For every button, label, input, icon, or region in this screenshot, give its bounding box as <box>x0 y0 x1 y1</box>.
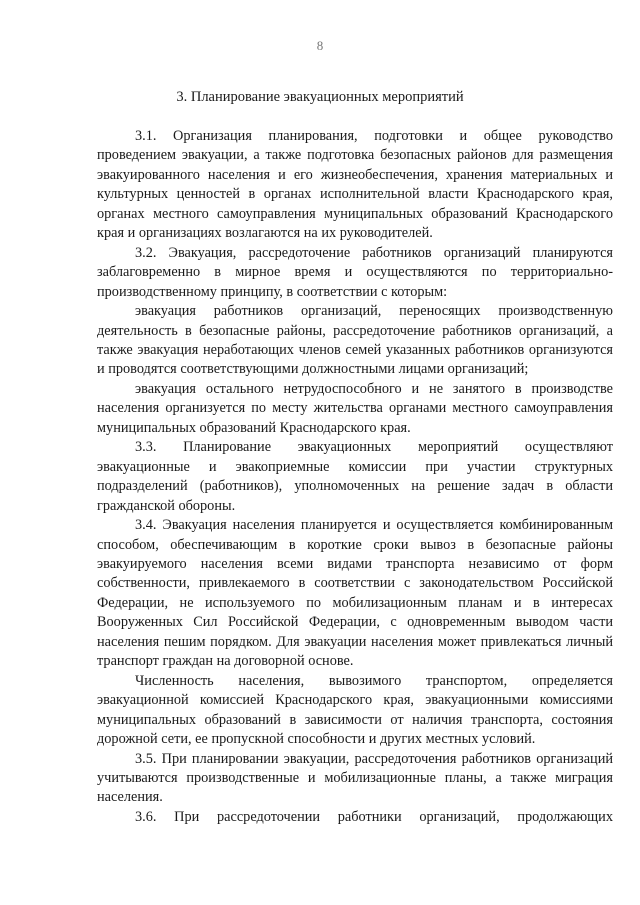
page-number: 8 <box>316 38 324 53</box>
paragraph-3-4: 3.4. Эвакуация населения планируется и осуществляется комбинированным способом, обеспечивающим в короткие сроки вывоз в безопасные районы эвакуируемого населения всеми видами транспорта независимо от форм собственности, привлекаемого в соответствии с законодательством Российской Федерации, не используемого по мобилизационным планам и в интересах Вооруженных Сил Российской Федерации, с одновременным выводом части населения пешим порядком. Для эвакуации населения может привлекаться личный транспорт граждан на договорной основе. <box>97 517 613 670</box>
paragraph-3-3: 3.3. Планирование эвакуационных мероприятий осуществляют эвакуационные и эвакоприемные комиссии при участии структурных подразделений (работников), уполномоченных на решение задач в области гражданской обороны. <box>97 439 613 514</box>
paragraph-3-2: 3.2. Эвакуация, рассредоточение работников организаций планируются заблаговременно в мирное время и осуществляются по территориально-производственному принципу, в соответствии с которым: <box>97 244 613 300</box>
section-title: 3. Планирование эвакуационных мероприятий <box>176 89 464 105</box>
document-body <box>97 127 613 827</box>
paragraph-3-1: 3.1. Организация планирования, подготовки и общее руководство проведением эвакуации, а также подготовка безопасных районов для размещения эвакуированного населения и его жизнеобеспечения, хранения материальных и культурных ценностей в органах исполнительной власти Краснодарского края, органах местного самоуправления муниципальных образований Краснодарского края и организациях возлагаются на их руководителей. <box>97 128 613 242</box>
paragraph-3-4-count: Численность населения, вывозимого транспортом, определяется эвакуационной комиссией Краснодарского края, эвакуационными комиссиями муниципальных образований в зависимости от наличия транспорта, состояния дорожной сети, ее пропускной способности и других местных условий. <box>97 672 613 748</box>
paragraph-3-6: 3.6. При рассредоточении работники организаций, продолжающих <box>135 808 613 825</box>
paragraph-3-2-population: эвакуация остального нетрудоспособного и не занятого в производстве населения организуется по месту жительства органами местного самоуправления муниципальных образований Краснодарского края. <box>97 380 613 436</box>
paragraph-3-2-workers: эвакуация работников организаций, переносящих производственную деятельность в безопасные районы, рассредоточение работников организаций, а также эвакуация неработающих членов семей указанных работников организуются и проводятся соответствующими должностными лицами организаций; <box>97 303 613 378</box>
paragraph-3-5: 3.5. При планировании эвакуации, рассредоточения работников организаций учитываются производственные и мобилизационные планы, а также миграция населения. <box>97 750 613 806</box>
